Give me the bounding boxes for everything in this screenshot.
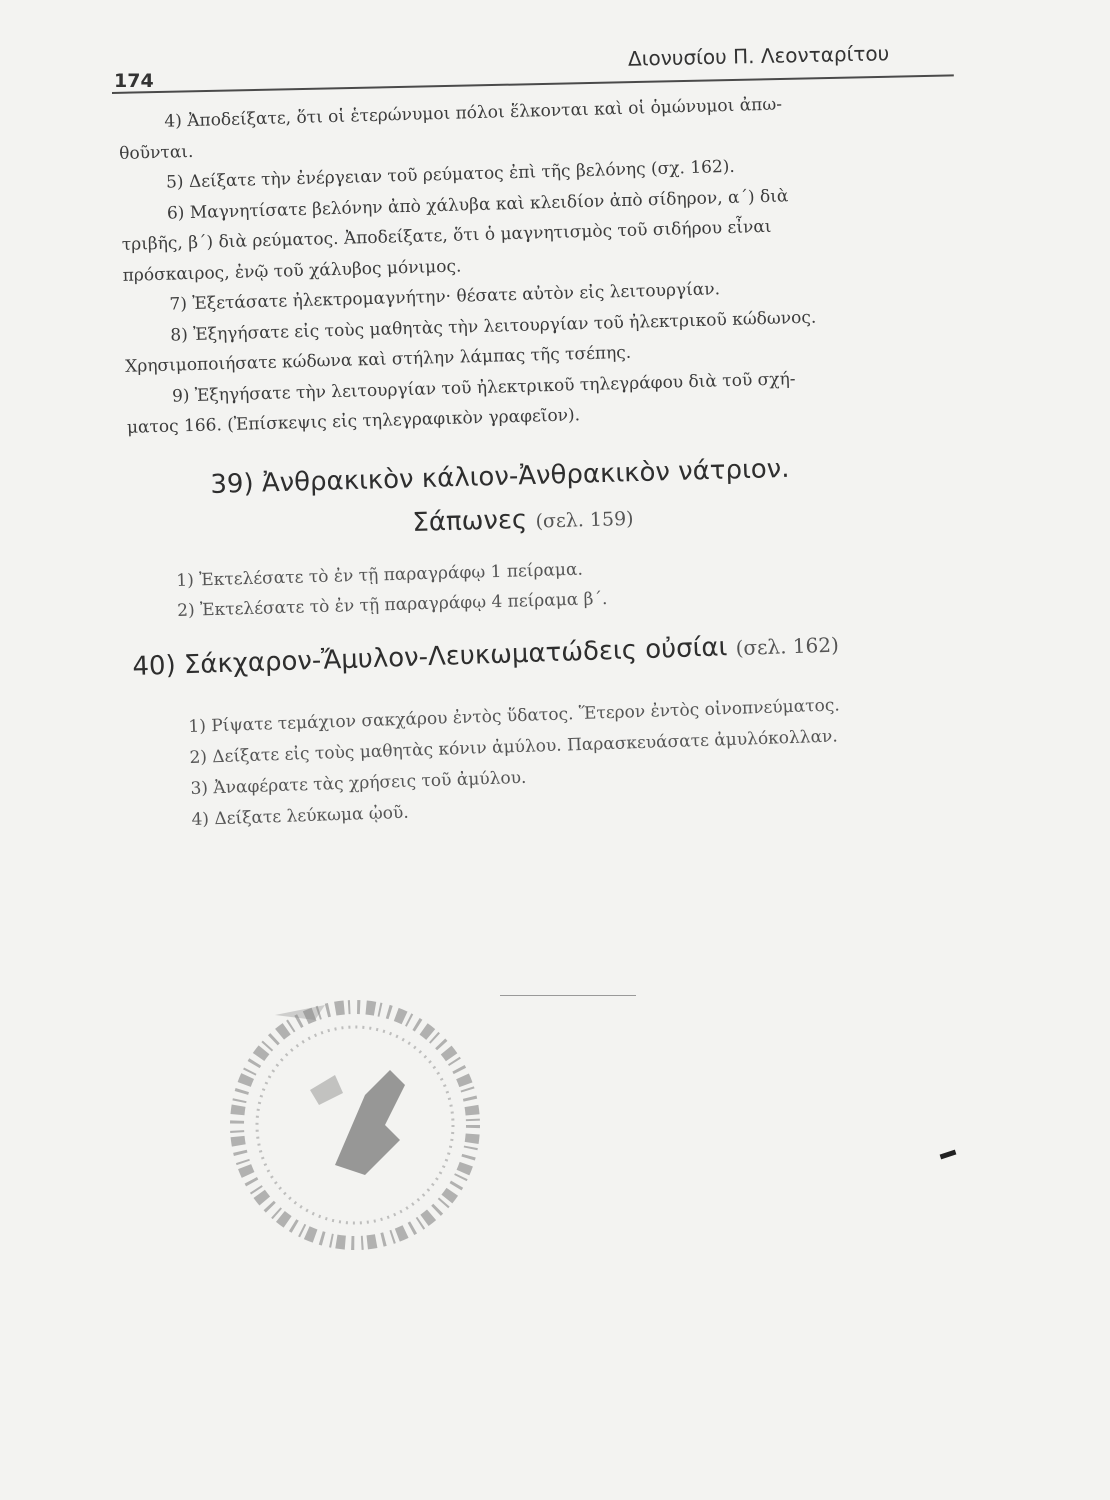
section-39-subtitle — [412, 502, 634, 538]
ink-speck — [940, 1150, 957, 1160]
body-line: 9) Ἐξηγήσατε τὴν λειτουργίαν τοῦ ἠλεκτρικοῦ τηλεγράφου διὰ τοῦ σχή- — [171, 368, 796, 407]
exercise-list-continued — [118, 84, 977, 443]
body-line: 6) Μαγνητίσατε βελόνην ἀπὸ χάλυβα καὶ κλειδίον ἀπὸ σίδηρον, α΄) διὰ — [166, 185, 789, 224]
ink-stamp-icon — [215, 975, 495, 1265]
list-item: 2) Δείξατε εἰς τοὺς μαθητὰς κόνιν ἀμύλου. Παρασκευάσατε ἀμυλόκολλαν. — [189, 726, 839, 768]
list-item: 3) Ἀναφέρατε τὰς χρήσεις τοῦ ἀμύλου. — [190, 767, 527, 799]
section-39-page-ref: (σελ. 159) — [535, 507, 634, 533]
body-line: 5) Δείξατε τὴν ἐνέργειαν τοῦ ρεύματος ἐπὶ τῆς βελόνης (σχ. 162). — [165, 156, 736, 193]
list-item: 2) Ἐκτελέσατε τὸ ἐν τῇ παραγράφῳ 4 πείραμα β΄. — [176, 588, 608, 621]
body-line: θοῦνται. — [118, 141, 194, 164]
list-item: 1) Ἐκτελέσατε τὸ ἐν τῇ παραγράφῳ 1 πείραμα. — [176, 559, 584, 591]
body-line: ματος 166. (Ἐπίσκεψις εἰς τηλεγραφικὸν γραφεῖον). — [126, 405, 581, 438]
running-head: Διονυσίου Π. Λεονταρίτου — [627, 41, 890, 71]
section-40-page-ref: (σελ. 162) — [735, 632, 840, 660]
body-line: πρόσκαιρος, ἐνῷ τοῦ χάλυβος μόνιμος. — [122, 255, 462, 286]
page-number: 174 — [114, 70, 154, 92]
body-line: τριβῆς, β΄) διὰ ρεύματος. Ἀποδείξατε, ὅτι ὁ μαγνητισμὸς τοῦ σιδήρου εἶναι — [121, 216, 772, 255]
section-39-title: 39) Ἀνθρακικὸν κάλιον-Ἀνθρακικὸν νάτριον. — [210, 453, 790, 500]
section-39-subtitle-text: Σάπωνες — [412, 504, 528, 538]
body-line: Χρησιμοποιήσατε κώδωνα καὶ στήλην λάμπας τῆς τσέπης. — [124, 342, 632, 377]
section-40-title — [132, 629, 839, 682]
section-39-items — [176, 554, 608, 626]
end-rule — [500, 995, 636, 996]
section-40-title-text: 40) Σάκχαρον-Ἄμυλον-Λευκωματώδεις οὐσίαι — [132, 632, 728, 682]
list-item: 4) Δείξατε λεύκωμα ᾠοῦ. — [191, 802, 410, 830]
body-line: 8) Ἐξηγήσατε εἰς τοὺς μαθητὰς τὴν λειτουργίαν τοῦ ἠλεκτρικοῦ κώδωνος. — [170, 307, 817, 346]
body-line: 7) Ἐξετάσατε ἠλεκτρομαγνήτην· θέσατε αὐτὸν εἰς λειτουργίαν. — [169, 279, 721, 315]
list-item: 1) Ρίψατε τεμάχιον σακχάρου ἐντὸς ὕδατος. Ἕτερον ἐντὸς οἰνοπνεύματος. — [188, 695, 841, 737]
body-line: 4) Ἀποδείξατε, ὅτι οἱ ἑτερώνυμοι πόλοι ἕλκονται καὶ οἱ ὁμώνυμοι ἀπω- — [164, 94, 783, 132]
section-40-items — [188, 690, 843, 836]
